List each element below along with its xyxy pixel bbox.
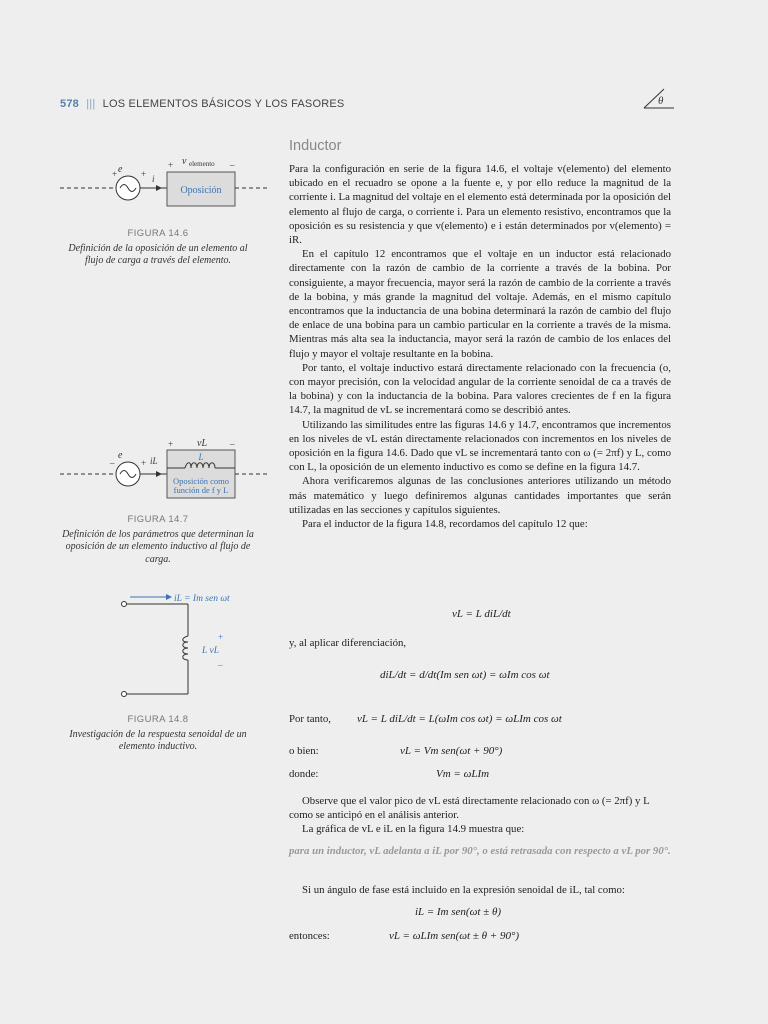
coil-label: L vL xyxy=(202,646,219,656)
source-e-label: e xyxy=(118,164,123,175)
paragraph-6: Para el inductor de la figura 14.8, recordamos del capítulo 12 que: xyxy=(302,518,588,531)
chapter-title: LOS ELEMENTOS BÁSICOS Y LOS FASORES xyxy=(102,98,345,110)
figure-14-6-diagram xyxy=(60,152,270,218)
label-o-bien: o bien: xyxy=(289,745,319,757)
label-entonces: entonces: xyxy=(289,930,330,942)
paragraph-4: Utilizando las similitudes entre las figuras 14.6 y 14.7, encontramos que incrementos en los niveles de vL están directamente relacionados con incrementos en los niveles de oposición en la figura 14.6. Dado que vL se incrementará tanto con ω (= 2πf) y L, como con L, la oposición de un elemento inductivo es como se define en la figura 14.7. xyxy=(289,418,671,474)
paragraph-2: En el capítulo 12 encontramos que el voltaje en un inductor está relacionado directamente con la razón de cambio de la corriente a través de la bobina. Por consiguiente, a mayor frecuencia, mayor será la razón de cambio de la corriente a través de la bobina, y más grande la magnitud del voltaje. Además, en el mismo capítulo encontramos que la inductancia de una bobina determinará la razón de cambio del flujo de enlace de una bobina para un cambio particular en la corriente a través de la misma. Mientras más alta sea la inductancia, mayor será la razón de cambio de los enlaces del flujo y mayor el voltaje resultante en la bobina. xyxy=(289,248,671,360)
svg-text:+: + xyxy=(168,160,174,170)
equation-iL-phase: iL = Im sen(ωt ± θ) xyxy=(415,906,502,918)
figure-14-8-diagram xyxy=(110,592,260,702)
label-por-tanto: Por tanto, xyxy=(289,713,331,725)
svg-text:+: + xyxy=(112,169,118,179)
equation-vL: vL = L diL/dt xyxy=(452,608,511,620)
equation-vL-phase: vL = Vm sen(ωt + 90°) xyxy=(400,745,503,757)
svg-text:–: – xyxy=(218,660,223,670)
svg-text:+: + xyxy=(168,439,174,449)
equation-derivative: diL/dt = d/dt(Im sen ωt) = ωIm cos ωt xyxy=(380,669,550,681)
inductor-L-label: L xyxy=(198,452,204,462)
body-text xyxy=(289,162,671,531)
header-separator: ||| xyxy=(86,98,96,110)
equation-vL-final: vL = ωLIm sen(ωt ± θ + 90°) xyxy=(389,930,520,942)
svg-text:–: – xyxy=(230,160,235,170)
svg-text:+: + xyxy=(141,169,147,179)
label-diferenciacion: y, al aplicar diferenciación, xyxy=(289,637,407,649)
figure-14-7-diagram xyxy=(60,438,270,504)
source-e-label: e xyxy=(118,450,123,461)
box-line-2: función de f y L xyxy=(173,485,229,495)
running-header xyxy=(60,98,344,110)
paragraph-grafica: La gráfica de vL e iL en la figura 14.9 muestra que: xyxy=(302,823,525,835)
figure-label: FIGURA 14.6 xyxy=(127,228,189,239)
current-i-label: i xyxy=(152,174,155,184)
figure-14-6-caption xyxy=(60,228,256,268)
theta-corner-icon xyxy=(640,86,680,114)
page-number: 578 xyxy=(60,98,79,110)
current-iL-label: iL xyxy=(150,456,158,466)
equation-Vm: Vm = ωLIm xyxy=(436,768,490,780)
paragraph-5: Ahora verificaremos algunas de las conclusiones anteriores utilizando un método más matemático y luego definiremos algunas cantidades importantes que serán utilizadas en las secciones y capítulos siguientes. xyxy=(289,475,671,516)
caption-text: Definición de los parámetros que determinan la oposición de un elemento inductivo al flujo de carga. xyxy=(62,528,254,565)
vL-label: vL xyxy=(197,438,207,449)
svg-text:+: + xyxy=(141,458,147,468)
v-element-subscript: elemento xyxy=(189,160,215,168)
paragraph-1: Para la configuración en serie de la figura 14.6, el voltaje v(elemento) del elemento ubicado en el recuadro se opone a la fuente e, y por ello reduce la magnitud de la corriente i. La magnitud del voltaje en el elemento está determinada por la oposición del elemento al flujo de carga, o corriente i. Para un elemento resistivo, encontramos que la oposición es su resistencia y que v(elemento) e i están determinados por v(elemento) = iR. xyxy=(289,163,671,247)
svg-text:–: – xyxy=(230,439,235,449)
paragraph-observe: Observe que el valor pico de vL está directamente relacionado con ω (= 2πf) y L como se anticipó en el análisis anterior. xyxy=(289,795,650,822)
v-element-label: v xyxy=(182,156,187,167)
key-statement: para un inductor, vL adelanta a iL por 90°, o está retrasada con respecto a vL por 90°. xyxy=(289,845,671,857)
theta-symbol: θ xyxy=(658,95,664,107)
figure-label: FIGURA 14.8 xyxy=(127,714,189,725)
figure-label: FIGURA 14.7 xyxy=(127,514,189,525)
figure-14-7-caption xyxy=(60,514,256,566)
section-title: Inductor xyxy=(289,138,342,154)
paragraph-3: Por tanto, el voltaje inductivo estará directamente relacionado con la frecuencia (o, con mayor precisión, con la velocidad angular de la corriente senoidal de ca a través de la bobina) y con la inductancia de la bobina. Para valores crecientes de f en la figura 14.7, la magnitud de vL se incrementará como se describió antes. xyxy=(289,361,671,417)
paragraph-si-angulo: Si un ángulo de fase está incluido en la expresión senoidal de iL, tal como: xyxy=(302,884,625,896)
label-donde: donde: xyxy=(289,768,319,780)
svg-text:+: + xyxy=(218,632,224,642)
caption-text: Investigación de la respuesta senoidal de un elemento inductivo. xyxy=(69,728,247,753)
box-line-1: Oposición como xyxy=(173,476,229,486)
svg-text:–: – xyxy=(110,458,115,468)
figure-14-8-caption xyxy=(60,714,256,754)
current-iL-label: iL = Im sen ωt xyxy=(174,594,230,604)
equation-vL-result: vL = L diL/dt = L(ωIm cos ωt) = ωLIm cos ωt xyxy=(357,713,562,725)
caption-text: Definición de la oposición de un elemento al flujo de carga a través del elemento. xyxy=(68,242,248,267)
opposition-box-label: Oposición xyxy=(180,185,222,196)
